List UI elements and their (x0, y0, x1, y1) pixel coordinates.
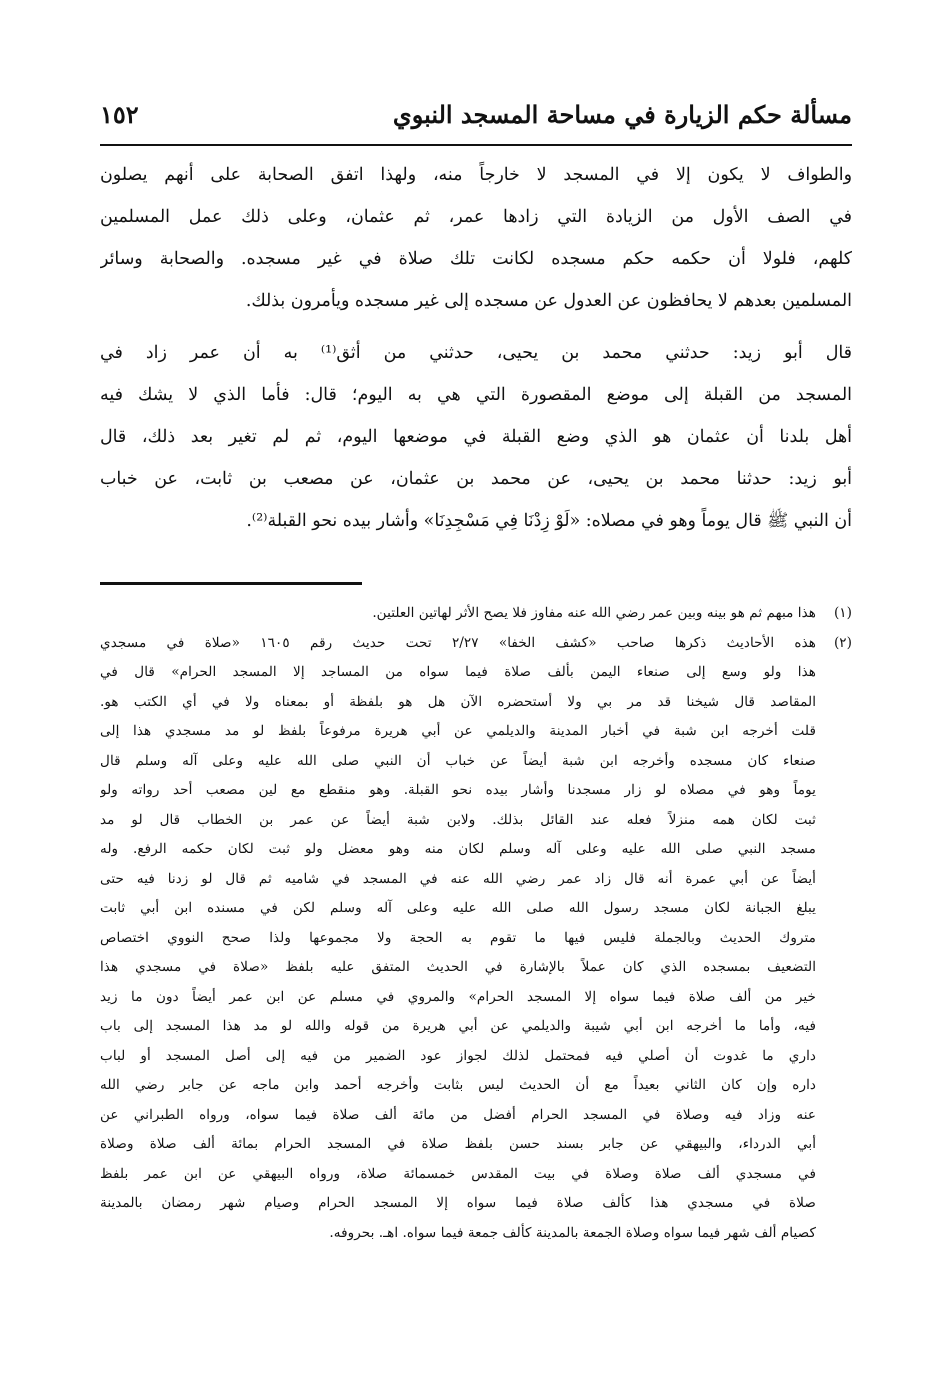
page-number: ١٥٢ (100, 100, 139, 129)
footnote-line: المقاصد قال شيخنا قد مر بي ولا أستحضره الآن هل هو بلفظة أو بمعناه ولا في أي الكتب هو. (100, 693, 816, 710)
body-line: أن النبي ﷺ قال يوماً وهو في مصلاه: «لَوْ زِدْنَا فِي مَسْجِدِنَا» وأشار بيده نحو القبلة⁽²⁾. (246, 511, 852, 531)
footnote-2 (100, 629, 852, 1249)
header-rule (100, 144, 852, 146)
footnote-line: ثبت لكان همه منزلاً فعله عند القائل بذلك. ولابن شبة أيضاً عن عمر بن الخطاب قال لو مد (100, 811, 816, 828)
body-text (100, 154, 852, 542)
body-line: في الصف الأول من الزيادة التي زادها عمر، ثم عثمان، وعلى ذلك عمل المسلمين (100, 207, 852, 227)
paragraph-2 (100, 332, 852, 542)
body-line: المسجد من القبلة إلى موضع المقصورة التي هي به اليوم؛ قال: فأما الذي لا يشك فيه (100, 385, 852, 405)
body-line: المسلمين بعدهم لا يحافظون عن العدول عن مسجده إلى غير مسجده ويأمرون بذلك. (245, 291, 852, 311)
footnote-line: هذا مبهم ثم هو بينه وبين عمر رضي الله عنه مفاوز فلا يصح الأثر لهاتين العلتين. (372, 605, 816, 621)
page (100, 92, 852, 1248)
footnote-line: داره وإن كان الثاني بعيداً مع أن الحديث ليس بثابت وأخرجه أحمد وابن ماجه عن جابر رضي الله (100, 1077, 816, 1093)
footnote-number: (١) (833, 605, 852, 621)
footnote-line: كصيام ألف شهر فيما سواه وصلاة الجمعة بالمدينة كألف جمعة فيما سواه. اهـ. بحروفه. (329, 1224, 816, 1241)
footnote-line: التضعيف بمسجده الذي كان عملاً بالإشارة في الحديث المتفق عليه بلفظ «صلاة في مسجدي هذا (100, 959, 816, 975)
footnote-line: فيه، وأما ما أخرجه ابن أبي شيبة والديلمي عن أبي هريرة من قوله والله لو مد هذا المسجد إلى باب (100, 1018, 816, 1034)
body-line: قال أبو زيد: حدثني محمد بن يحيى، حدثني من أثق⁽¹⁾ به أن عمر زاد في (100, 343, 852, 363)
footnote-line: خير من ألف صلاة فيما سواه إلا المسجد الحرام» والمروي في مسلم عن ابن عمر أيضاً دون ما زيد (100, 988, 816, 1005)
footnote-line: داري ما غدوت أن أصلي فيه فمحتمل لذلك لجواز عود الضمير من فيه إلى أصل المسجد أو لباب (100, 1047, 816, 1064)
header-title: مسألة حكم الزيارة في مساحة المسجد النبوي (392, 100, 852, 129)
footnote-line: هذا ولو وسع إلى صنعاء اليمن بألف صلاة فيما سواه من المساجد إلا المسجد الحرام» قال في (100, 664, 816, 680)
paragraph-1 (100, 154, 852, 322)
footnote-line: يبلغ الجبانة لكان مسجد رسول الله صلى الله عليه وعلى آله وسلم لكن في مسنده ابن أبي ثابت (100, 900, 816, 916)
footnote-line: أبي الدرداء، والبيهقي عن جابر بسند حسن بلفظ صلاة في المسجد الحرام بمائة ألف صلاة وصلاة (100, 1136, 816, 1152)
footnote-rule (100, 582, 362, 585)
footnote-line: مسجد النبي صلى الله عليه وعلى آله وسلم لكان منه وهو معضل ولو ثبت لكان حكمه الرفع. وله (100, 841, 816, 857)
body-line: أبو زيد: حدثنا محمد بن يحيى، عن محمد بن عثمان، عن مصعب بن ثابت، عن خباب (100, 469, 852, 489)
footnote-line: هذه الأحاديث ذكرها صاحب «كشف الخفا» ٢/٢٧ تحت حديث رقم ١٦٠٥ «صلاة في مسجدي (100, 634, 816, 651)
footnote-line: صنعاء كان مسجده وأخرجه ابن شبة أيضاً عن خباب أن النبي صلى الله عليه وعلى آله وسلم قال (100, 752, 816, 769)
body-line: أهل بلدنا أن عثمان هو الذي وضع القبلة في موضعها اليوم، ثم لم تغير بعد ذلك، قال (100, 427, 852, 447)
footnote-line: يوماً وهو في مصلاه لو زار مسجدنا وأشار بيده نحو القبلة. وهو منقطع مع لين مصعب أحد رواته ولو (100, 782, 816, 798)
body-line: كلهم، فلولا أن حكمه حكم مسجده لكانت تلك صلاة في غير مسجده. والصحابة وسائر (100, 249, 852, 269)
footnote-line: أيضاً عن أبي عمرة أنه قال زاد عمر رضي الله عنه في المسجد في شاميه ثم قال لو زدنا فيه حتى (100, 870, 816, 887)
footnote-line: متروك الحديث وبالجملة فليس فيها ما تقوم به الحجة ولا مجموعها ولذا صحح النووي اختصاص (100, 929, 816, 946)
footnotes (100, 599, 852, 1248)
footnote-line: قلت أخرجه ابن شبة في أخبار المدينة والديلمي عن أبي هريرة مرفوعاً بلفظ لو مد مسجدي هذا إلى (100, 723, 816, 739)
footnote-line: صلاة في مسجدي هذا كألف صلاة فيما سواه إلا المسجد الحرام وصيام شهر رمضان بالمدينة (100, 1195, 816, 1211)
footnote-line: في مسجدي ألف صلاة وصلاة في بيت المقدس خمسمائة صلاة، ورواه البيهقي عن ابن عمر بلفظ (100, 1165, 816, 1182)
footnote-body (100, 599, 816, 629)
footnote-number: (٢) (833, 634, 852, 651)
footnote-line: عنه وزاد فيه وصلاة في المسجد الحرام أفضل من مائة ألف صلاة فيما سواه، ورواه الطبراني عن (100, 1106, 816, 1123)
footnote-body (100, 629, 816, 1249)
footnote-1 (100, 599, 852, 629)
footnote-separator (100, 582, 852, 585)
page-header (100, 92, 852, 144)
body-line: والطواف لا يكون إلا في المسجد لا خارجاً منه، ولهذا اتفق الصحابة على أنهم يصلون (100, 165, 852, 185)
